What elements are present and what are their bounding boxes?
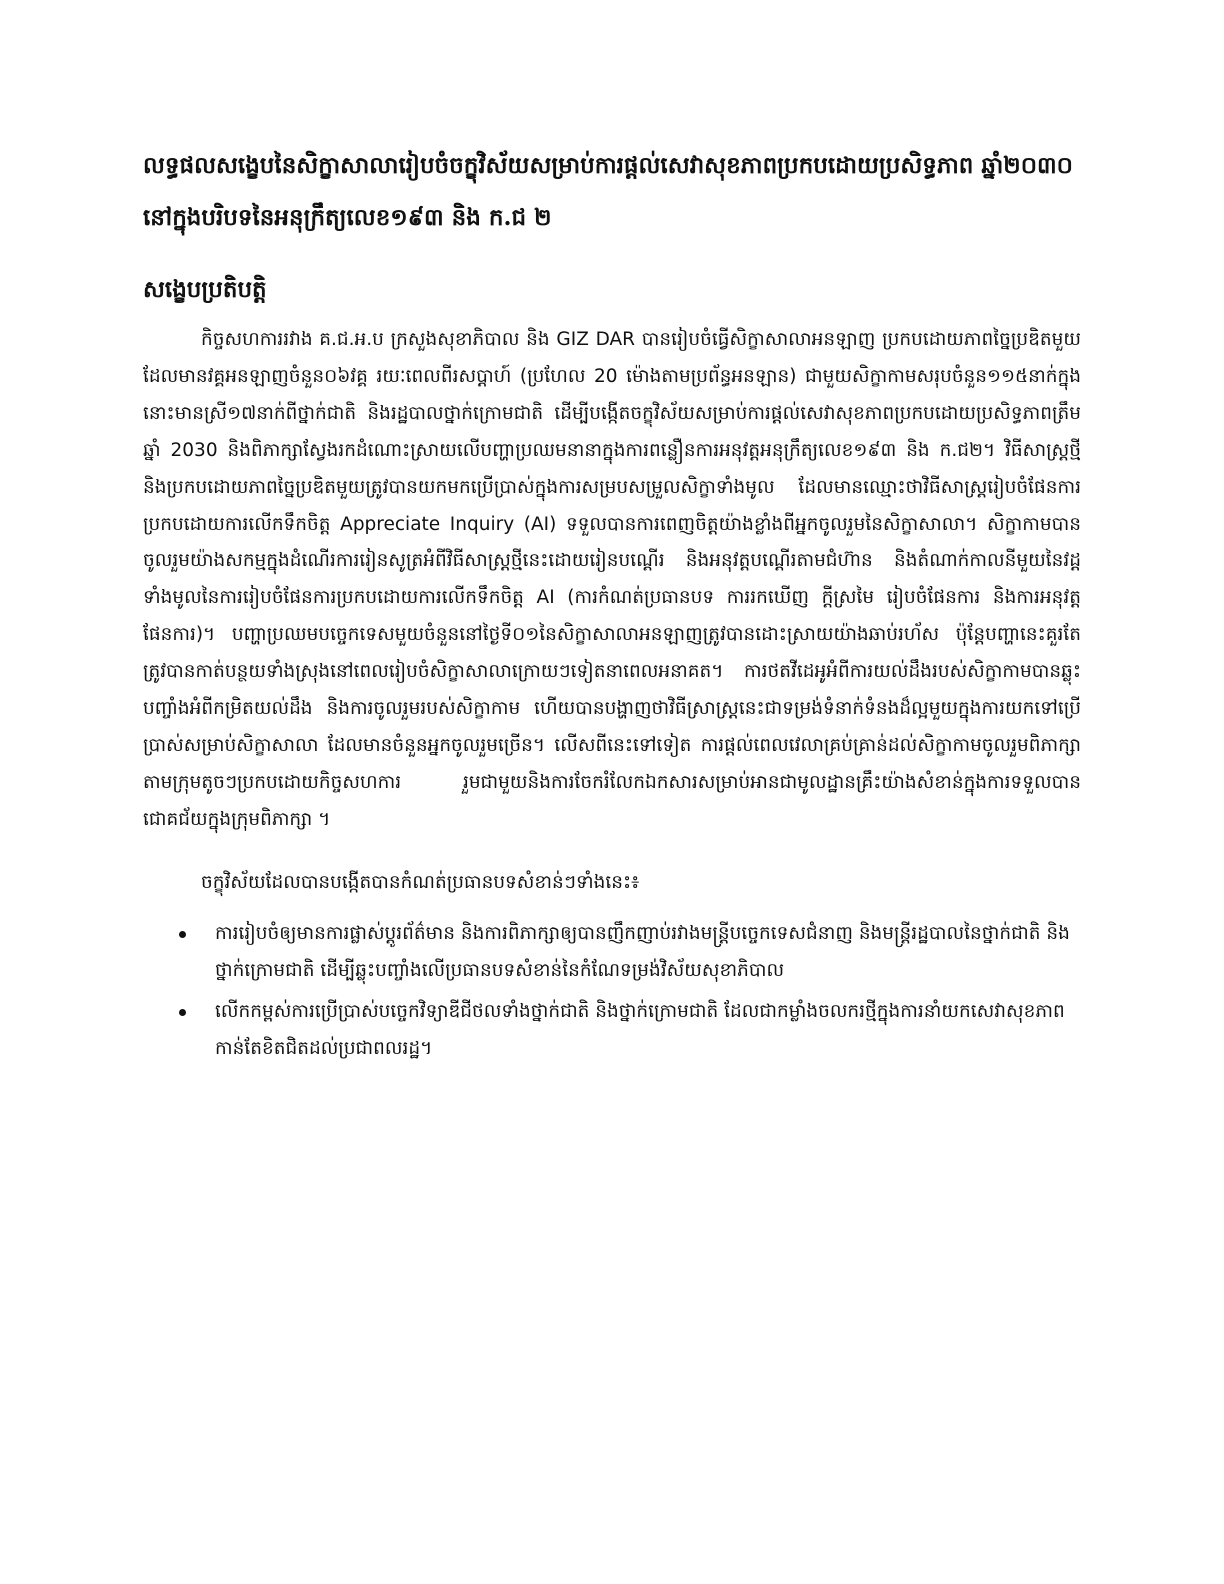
- vision-bullet-text: ការរៀបចំឲ្យមានការផ្លាស់ប្តូរព័ត៌មាន និងការពិភាក្សាឲ្យបានញឹកញាប់រវាងមន្ត្រីបច្ចេកទេសជំនាញ និងមន្ត្រីរដ្ឋបាលនៃថ្នាក់ជាតិ និងថ្នាក់ក្រោមជាតិ ដើម្បីឆ្លុះបញ្ចាំងលើប្រធានបទសំខាន់នៃកំណែទម្រង់វិស័យសុខាភិបាល: [215, 922, 1070, 981]
- section-heading: សង្ខេបប្រតិបត្តិ: [143, 276, 267, 303]
- vision-bullet-list: [143, 915, 1081, 1067]
- vision-lead-text: ចក្ខុវិស័យដែលបានបង្កើតបានកំណត់ប្រធានបទសំខាន់ៗទាំងនេះ៖: [201, 871, 640, 893]
- vision-bullet-text: លើកកម្ពស់ការប្រើប្រាស់បច្ចេកវិទ្យាឌីជីថលទាំងថ្នាក់ជាតិ និងថ្នាក់ក្រោមជាតិ ដែលជាកម្លាំងចលករថ្មីក្នុងការនាំយកសេវាសុខភាពកាន់តែខិតជិតដល់ប្រជាពលរដ្ឋ។: [215, 1000, 1065, 1059]
- document-title: លទ្ធផលសង្ខេបនៃសិក្ខាសាលារៀបចំចក្ខុវិស័យសម្រាប់ការផ្តល់សេវាសុខភាពប្រកបដោយប្រសិទ្ធភាព ឆ្នាំ២០៣០ នៅក្នុងបរិបទនៃអនុក្រឹត្យលេខ១៩៣ និង ក.ជ ២: [143, 152, 1073, 231]
- vision-bullet-item: [143, 993, 1081, 1067]
- summary-paragraph: កិច្ចសហការរវាង គ.ជ.អ.ប ក្រសួងសុខាភិបាល និង GIZ DAR បានរៀបចំធ្វើសិក្ខាសាលាអនឡាញ ប្រកបដោយភាពច្នៃប្រឌិតមួយដែលមានវគ្គអនឡាញចំនួន០៦វគ្គ រយៈពេលពីរសប្តាហ៍ (ប្រហែល 20 ម៉ោងតាមប្រព័ន្ធអនឡាន) ជាមួយសិក្ខាកាមសរុបចំនួន១១៥នាក់ក្នុងនោះមានស្រី១៧នាក់ពីថ្នាក់ជាតិ និងរដ្ឋបាលថ្នាក់ក្រោមជាតិ ដើម្បីបង្កើតចក្ខុវិស័យសម្រាប់ការផ្តល់សេវាសុខភាពប្រកបដោយប្រសិទ្ធភាពត្រឹមឆ្នាំ 2030 និងពិភាក្សាស្វែងរកដំណោះស្រាយលើបញ្ហាប្រឈមនានាក្នុងការពន្លឿនការអនុវត្តអនុក្រឹត្យលេខ១៩៣ និង ក.ជ២។ វិធីសាស្ត្រថ្មី និងប្រកបដោយភាពច្នៃប្រឌិតមួយត្រូវបានយកមកប្រើប្រាស់ក្នុងការសម្របសម្រួលសិក្ខាទាំងមូល ដែលមានឈ្មោះថាវិធីសាស្ត្ររៀបចំផែនការប្រកបដោយការលើកទឹកចិត្ត Appreciate Inquiry (AI) ទទួលបានការពេញចិត្តយ៉ាងខ្លាំងពីអ្នកចូលរួមនៃសិក្ខាសាលា។ សិក្ខាកាមបានចូលរួមយ៉ាងសកម្មក្នុងដំណើរការរៀនសូត្រអំពីវិធីសាស្ត្រថ្មីនេះដោយរៀនបណ្តើរ និងអនុវត្តបណ្តើរតាមជំហ៊ាន និងតំណាក់កាលនីមួយនៃវដ្តទាំងមូលនៃការរៀបចំផែនការប្រកបដោយការលើកទឹកចិត្ត AI (ការកំណត់ប្រធានបទ ការរកឃើញ ក្តីស្រមៃ រៀបចំផែនការ និងការអនុវត្តផែនការ)។ បញ្ហាប្រឈមបច្ចេកទេសមួយចំនួននៅថ្ងៃទី០១នៃសិក្ខាសាលាអនឡាញត្រូវបានដោះស្រាយយ៉ាងឆាប់រហ័ស ប៉ុន្តែបញ្ហានេះគួរតែត្រូវបានកាត់បន្ថយទាំងស្រុងនៅពេលរៀបចំសិក្ខាសាលាក្រោយៗទៀតនាពេលអនាគត។ ការថតវីដេអូអំពីការយល់ដឹងរបស់សិក្ខាកាមបានឆ្លុះបញ្ចាំងអំពីកម្រិតយល់ដឹង និងការចូលរួមរបស់សិក្ខាកាម ហើយបានបង្ហាញថាវិធីស្រាស្រ្តនេះជាទម្រង់ទំនាក់ទំនងដ៏ល្អមួយក្នុងការយកទៅប្រើប្រាស់សម្រាប់សិក្ខាសាលា ដែលមានចំនួនអ្នកចូលរួមច្រើន។ លើសពីនេះទៅទៀត ការផ្តល់ពេលវេលាគ្រប់គ្រាន់ដល់សិក្ខាកាមចូលរួមពិភាក្សាតាមក្រុមតូចៗប្រកបដោយកិច្ចសហការ រួមជាមួយនិងការចែករំលែកឯកសារសម្រាប់អានជាមូលដ្ឋានគ្រឹះយ៉ាងសំខាន់ក្នុងការទទួលបានជោគជ័យក្នុងក្រុមពិភាក្សា ។: [143, 329, 1081, 830]
- document-page: [143, 140, 1081, 1071]
- bullet-dot-icon: [179, 931, 186, 938]
- bullet-dot-icon: [179, 1009, 186, 1016]
- vision-bullet-item: [143, 915, 1081, 989]
